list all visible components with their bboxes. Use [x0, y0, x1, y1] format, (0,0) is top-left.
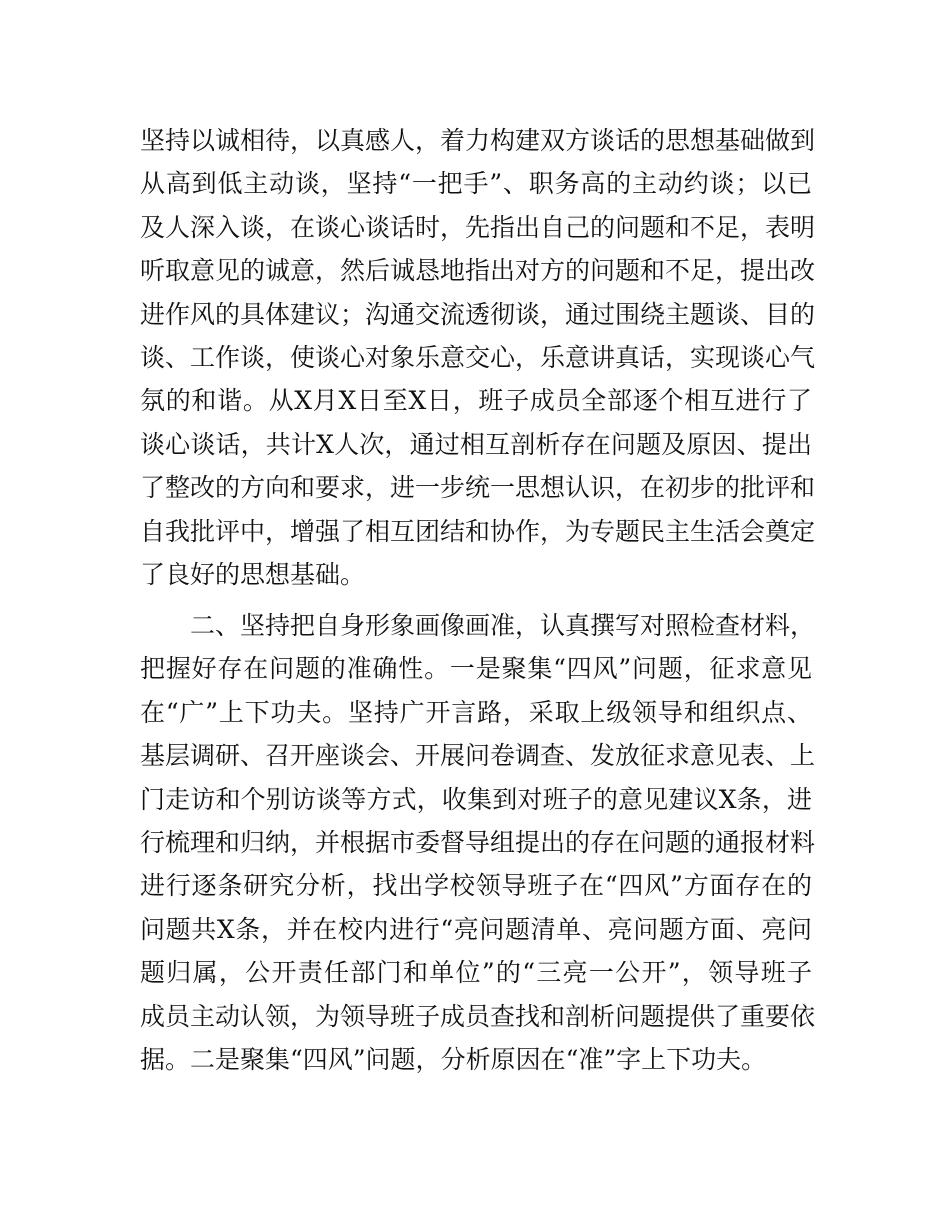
- paragraph-self-image-review: [140, 604, 816, 1081]
- paragraph-line: 进作风的具体建议；沟通交流透彻谈，通过围绕主题谈、目的: [140, 299, 816, 329]
- paragraph-line: 及人深入谈，在谈心谈话时，先指出自己的问题和不足，表明: [140, 212, 816, 242]
- paragraph-line: 成员主动认领，为领导班子成员查找和剖析问题提供了重要依: [140, 1001, 816, 1031]
- paragraph-line: 听取意见的诚意，然后诚恳地指出对方的问题和不足，提出改: [140, 256, 816, 286]
- paragraph-line: 把握好存在问题的准确性。一是聚集“四风”问题，征求意见: [140, 654, 812, 684]
- paragraph-line: 二、坚持把自身形象画像画准，认真撰写对照检查材料，: [190, 611, 816, 640]
- paragraph-line: 行梳理和归纳，并根据市委督导组提出的存在问题的通报材料: [140, 827, 816, 857]
- paragraph-line: 在“广”上下功夫。坚持广开言路，采取上级领导和组织点、: [140, 697, 812, 727]
- paragraph-line: 坚持以诚相待，以真感人，着力构建双方谈话的思想基础做到: [140, 126, 816, 155]
- paragraph-line: 基层调研、召开座谈会、开展问卷调查、发放征求意见表、上: [140, 741, 816, 771]
- paragraph-line: 了整改的方向和要求，进一步统一思想认识，在初步的批评和: [140, 473, 816, 503]
- paragraph-talk-discussions: [140, 119, 816, 596]
- paragraph-line: 从高到低主动谈，坚持“一把手”、职务高的主动约谈；以已: [140, 169, 812, 199]
- paragraph-line: 氛的和谐。从X月X日至X日，班子成员全部逐个相互进行了: [140, 386, 812, 416]
- paragraph-line: 了良好的思想基础。: [140, 559, 366, 589]
- paragraph-line: 谈、工作谈，使谈心对象乐意交心，乐意讲真话，实现谈心气: [140, 342, 816, 372]
- paragraph-line: 自我批评中，增强了相互团结和协作，为专题民主生活会奠定: [140, 516, 816, 546]
- paragraph-line: 题归属，公开责任部门和单位”的“三亮一公开”，领导班子: [140, 958, 812, 988]
- paragraph-line: 问题共X条，并在校内进行“亮问题清单、亮问题方面、亮问: [140, 914, 812, 944]
- paragraph-line: 门走访和个别访谈等方式，收集到对班子的意见建议X条，进: [140, 784, 812, 814]
- paragraph-line: 进行逐条研究分析，找出学校领导班子在“四风”方面存在的: [140, 871, 812, 901]
- paragraph-line: 据。二是聚集“四风”问题，分析原因在“准”字上下功夫。: [140, 1044, 767, 1074]
- paragraph-line: 谈心谈话，共计X人次，通过相互剖析存在问题及原因、提出: [140, 429, 812, 459]
